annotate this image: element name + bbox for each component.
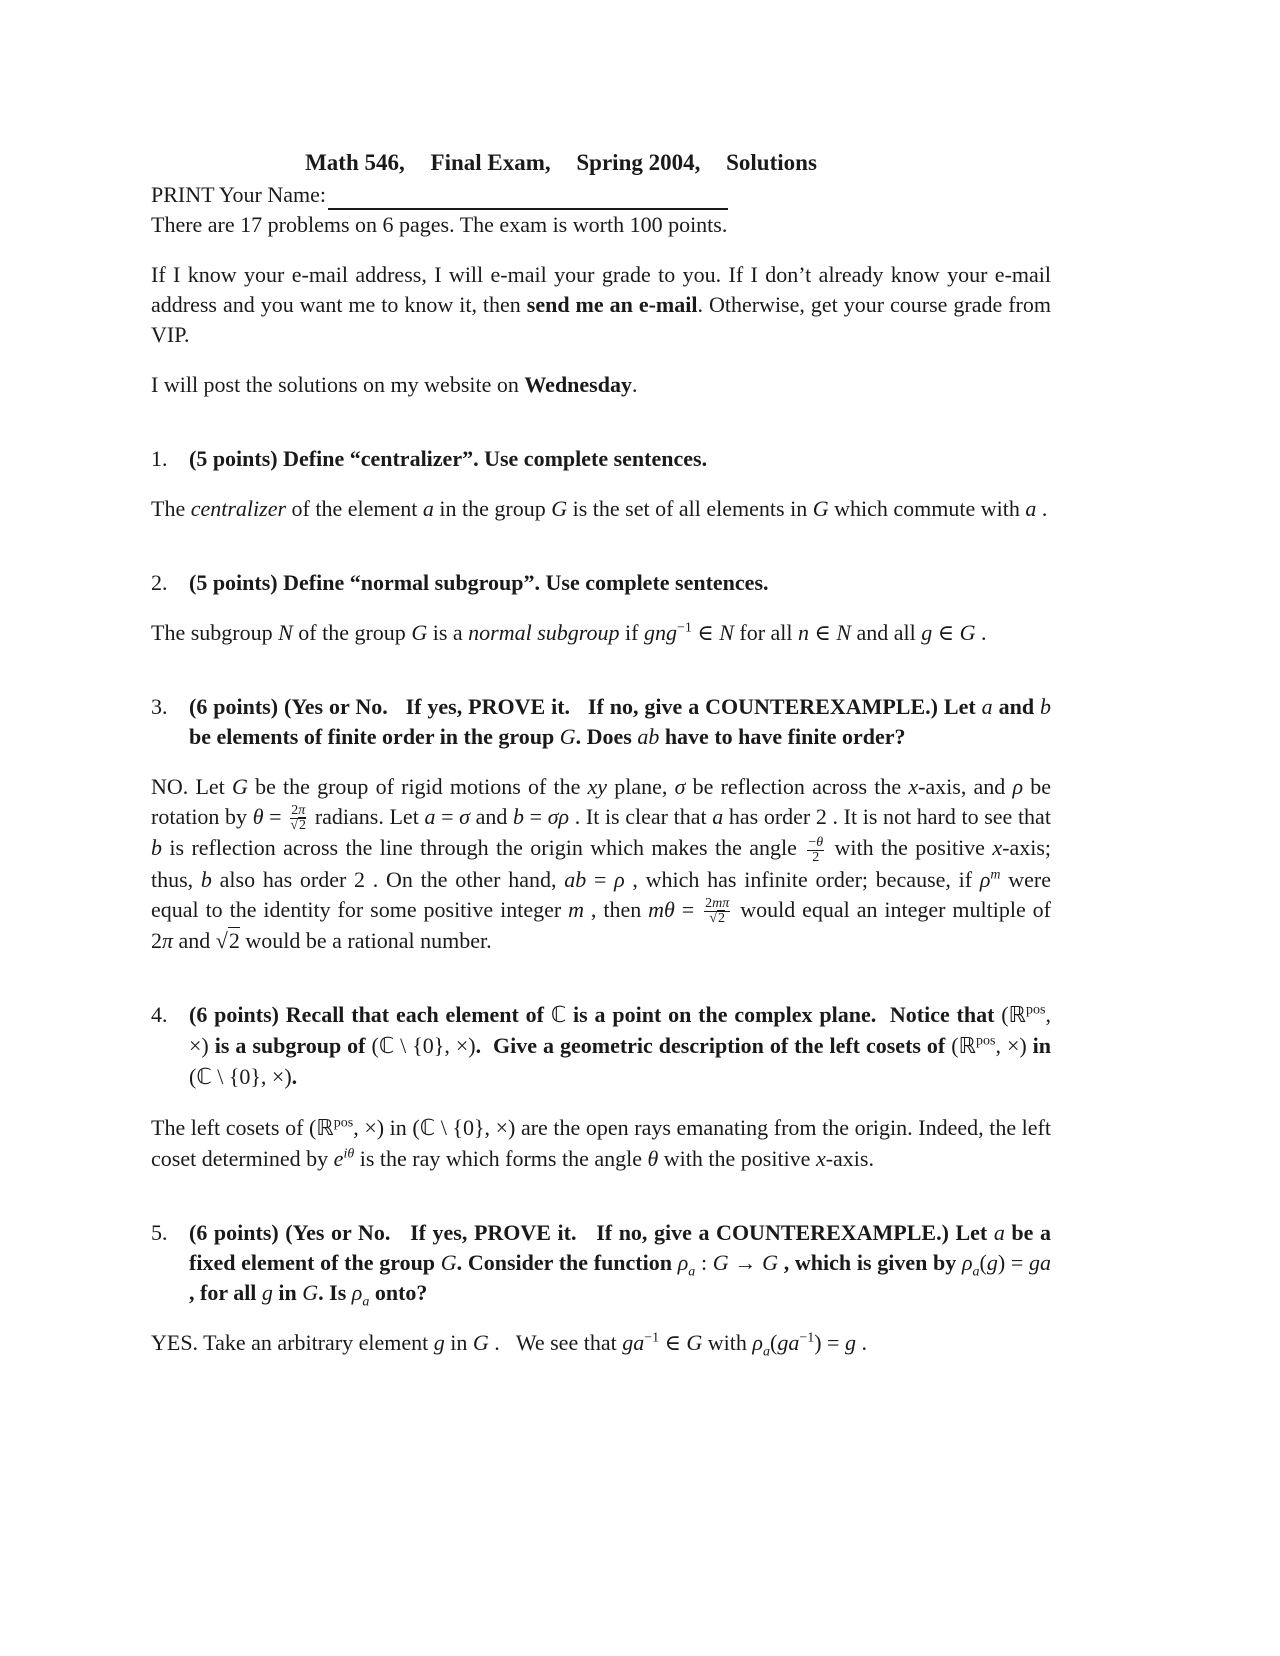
problem-1-question: 1. (5 points) Define “centralizer”. Use complete sentences. [151, 444, 1051, 474]
problem-number: 4. [151, 1002, 168, 1028]
exam-info: There are 17 problems on 6 pages. The exam is worth 100 points. [151, 212, 728, 237]
intro-email: If I know your e-mail address, I will e-mail your grade to you. If I don’t already know your e-mail address and you want me to know it, then send me an e-mail. Otherwise, get your course grade from VIP. [151, 262, 1051, 347]
intro-solutions: I will post the solutions on my website on Wednesday. [151, 372, 638, 397]
problem-4-question: 4. (6 points) Recall that each element of ℂ is a point on the complex plane. Notice that (ℝ$^{pos}$, ×) is a subgroup of (ℂ \ {0}, ×). Give a geometric description of the left cosets of (ℝ$^{pos}$, ×) in (ℂ \ {0}, ×). [151, 1000, 1051, 1093]
name-label: PRINT Your Name: [151, 182, 327, 207]
problem-2-question: 2. (5 points) Define “normal subgroup”. Use complete sentences. [151, 568, 1051, 598]
problem-number: 2. [151, 570, 168, 595]
problem-number: 1. [151, 446, 168, 471]
problem-2-answer: The subgroup N of the group G is a normal subgroup if gng$^{-1}$ ∈ N for all n ∈ N and all g ∈ G . [151, 620, 987, 645]
course-label: Math 546, [305, 150, 405, 175]
name-blank[interactable] [328, 186, 728, 210]
problem-number: 3. [151, 694, 168, 719]
exam-page [151, 148, 1051, 1358]
kind-label: Solutions [726, 150, 817, 175]
problem-5-question: 5. (6 points) (Yes or No. If yes, PROVE it. If no, give a COUNTEREXAMPLE.) Let a be a fixed element of the group G. Consider the function $\rho_a$ : G → G , which is given by $\rho_a(g)$ = ga , for all g in G. Is $\rho_a$ onto? [151, 1220, 1052, 1310]
problem-4-answer: The left cosets of (ℝ$^{pos}$, ×) in (ℂ \ {0}, ×) are the open rays emanating from the origin. Indeed, the left coset determined by $e^{i\theta}$ is the ray which forms the angle θ with the positive x-axis. [151, 1115, 1051, 1172]
problem-5-answer: YES. Take an arbitrary element g in G . We see that $ga^{-1}$ ∈ G with $\rho_a(ga^{-1}) = g$ . [151, 1330, 867, 1360]
problem-number: 5. [151, 1220, 168, 1246]
problem-3-question: 3. (6 points) (Yes or No. If yes, PROVE it. If no, give a COUNTEREXAMPLE.) Let a and b be elements of finite order in the group G. Does ab have to have finite order? [151, 692, 1051, 752]
problem-1-answer: The centralizer of the element a in the group G is the set of all elements in G which commute with a . [151, 496, 1048, 521]
name-line [151, 180, 1051, 210]
exam-label: Final Exam, [430, 150, 551, 175]
problem-3-answer: NO. Let G be the group of rigid motions of the xy plane, σ be reflection across the x-axis, and ρ be rotation by θ = $\frac{2\pi}{√2}$ radians. Let a = σ and b = σρ . It is clear that a has order 2 . It is not hard to see that b is reflection across the line through the origin which makes the angle $\frac{-\theta}{2}$ with the positive x-axis; thus, b also has order 2 . On the other hand, ab = ρ , which has infinite order; because, if $\rho^m$ were equal to the identity for some positive integer m , then mθ = $\frac{2m\pi}{√2}$ would equal an integer multiple of 2π and √2 would be a rational number. [151, 774, 1052, 954]
exam-title [151, 148, 941, 178]
term-label: Spring 2004, [576, 150, 701, 175]
